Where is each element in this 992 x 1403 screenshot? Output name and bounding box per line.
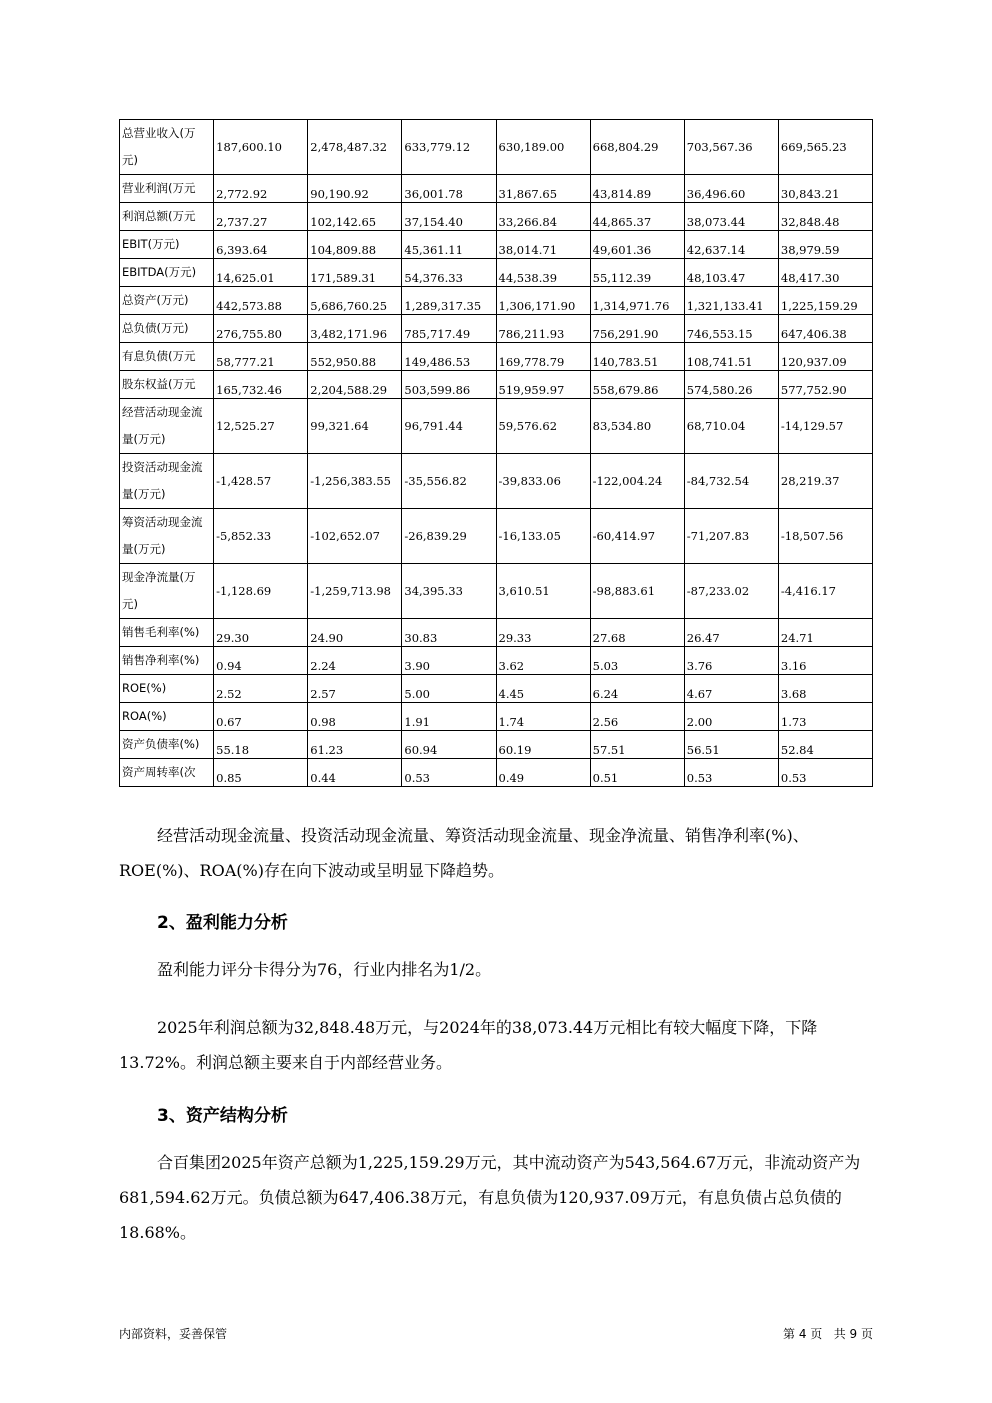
table-cell: 59,576.62 — [496, 399, 590, 454]
table-cell: 33,266.84 — [496, 203, 590, 231]
row-label: 投资活动现金流量(万元) — [120, 454, 214, 509]
table-cell: 60.19 — [496, 731, 590, 759]
table-cell: 574,580.26 — [684, 371, 778, 399]
table-cell: 99,321.64 — [308, 399, 402, 454]
table-cell: 34,395.33 — [402, 564, 496, 619]
table-cell: 26.47 — [684, 619, 778, 647]
table-cell: 37,154.40 — [402, 203, 496, 231]
profitability-paragraph-1: 盈利能力评分卡得分为76，行业内排名为1/2。 — [157, 960, 492, 979]
table-cell: 27.68 — [590, 619, 684, 647]
table-cell: 54,376.33 — [402, 259, 496, 287]
table-cell: 32,848.48 — [778, 203, 872, 231]
table-cell: 165,732.46 — [214, 371, 308, 399]
table-cell: 48,417.30 — [778, 259, 872, 287]
financial-table — [119, 119, 873, 787]
table-row — [120, 703, 873, 731]
table-cell: 104,809.88 — [308, 231, 402, 259]
table-row — [120, 343, 873, 371]
table-cell: 140,783.51 — [590, 343, 684, 371]
table-cell: 29.33 — [496, 619, 590, 647]
table-cell: 108,741.51 — [684, 343, 778, 371]
table-row — [120, 759, 873, 787]
table-cell: 669,565.23 — [778, 120, 872, 175]
table-cell: 2.56 — [590, 703, 684, 731]
table-row — [120, 259, 873, 287]
table-cell: -26,839.29 — [402, 509, 496, 564]
table-cell: 28,219.37 — [778, 454, 872, 509]
table-cell: -122,004.24 — [590, 454, 684, 509]
row-label: ROE(%) — [120, 675, 214, 703]
table-cell: 45,361.11 — [402, 231, 496, 259]
table-cell: 1,314,971.76 — [590, 287, 684, 315]
table-cell: 3.68 — [778, 675, 872, 703]
table-cell: 149,486.53 — [402, 343, 496, 371]
table-cell: 43,814.89 — [590, 175, 684, 203]
table-cell: 30,843.21 — [778, 175, 872, 203]
table-cell: -35,556.82 — [402, 454, 496, 509]
table-cell: 3,482,171.96 — [308, 315, 402, 343]
table-cell: -5,852.33 — [214, 509, 308, 564]
table-row — [120, 120, 873, 175]
row-label: 经营活动现金流量(万元) — [120, 399, 214, 454]
table-cell: 36,001.78 — [402, 175, 496, 203]
table-cell: 12,525.27 — [214, 399, 308, 454]
table-cell: 102,142.65 — [308, 203, 402, 231]
table-cell: 647,406.38 — [778, 315, 872, 343]
table-cell: 1,289,317.35 — [402, 287, 496, 315]
table-cell: 29.30 — [214, 619, 308, 647]
table-cell: 442,573.88 — [214, 287, 308, 315]
table-cell: 49,601.36 — [590, 231, 684, 259]
table-cell: 633,779.12 — [402, 120, 496, 175]
table-cell: 630,189.00 — [496, 120, 590, 175]
table-cell: 24.90 — [308, 619, 402, 647]
table-cell: 746,553.15 — [684, 315, 778, 343]
table-cell: -60,414.97 — [590, 509, 684, 564]
trend-paragraph: 经营活动现金流量、投资活动现金流量、筹资活动现金流量、现金净流量、销售净利率(%)、ROE(%)、ROA(%)存在向下波动或呈明显下降趋势。 — [119, 826, 809, 880]
table-row — [120, 399, 873, 454]
table-cell: 36,496.60 — [684, 175, 778, 203]
table-row — [120, 175, 873, 203]
profitability-paragraph-2: 2025年利润总额为32,848.48万元，与2024年的38,073.44万元相比有较大幅度下降，下降13.72%。利润总额主要来自于内部经营业务。 — [119, 1018, 818, 1072]
table-cell: 0.44 — [308, 759, 402, 787]
table-cell: 14,625.01 — [214, 259, 308, 287]
financial-table-body — [120, 120, 873, 787]
table-cell: -18,507.56 — [778, 509, 872, 564]
table-cell: 0.53 — [684, 759, 778, 787]
table-row — [120, 647, 873, 675]
table-cell: 668,804.29 — [590, 120, 684, 175]
row-label: 销售毛利率(%) — [120, 619, 214, 647]
row-label: 有息负债(万元 — [120, 343, 214, 371]
table-cell: -14,129.57 — [778, 399, 872, 454]
table-cell: -4,416.17 — [778, 564, 872, 619]
table-cell: -98,883.61 — [590, 564, 684, 619]
table-cell: 552,950.88 — [308, 343, 402, 371]
table-cell: 3.90 — [402, 647, 496, 675]
row-label: 总营业收入(万元) — [120, 120, 214, 175]
row-label: EBITDA(万元) — [120, 259, 214, 287]
table-cell: 0.94 — [214, 647, 308, 675]
table-row — [120, 564, 873, 619]
row-label: 股东权益(万元 — [120, 371, 214, 399]
table-cell: 503,599.86 — [402, 371, 496, 399]
table-cell: 90,190.92 — [308, 175, 402, 203]
row-label: 资产负债率(%) — [120, 731, 214, 759]
table-cell: -1,259,713.98 — [308, 564, 402, 619]
table-cell: 786,211.93 — [496, 315, 590, 343]
table-cell: 276,755.80 — [214, 315, 308, 343]
table-cell: 171,589.31 — [308, 259, 402, 287]
table-cell: 2,772.92 — [214, 175, 308, 203]
table-row — [120, 454, 873, 509]
table-cell: 756,291.90 — [590, 315, 684, 343]
table-cell: 2.00 — [684, 703, 778, 731]
table-cell: 3.62 — [496, 647, 590, 675]
table-cell: 57.51 — [590, 731, 684, 759]
table-cell: 2,204,588.29 — [308, 371, 402, 399]
table-cell: 6.24 — [590, 675, 684, 703]
table-cell: 0.51 — [590, 759, 684, 787]
table-cell: 2,478,487.32 — [308, 120, 402, 175]
table-cell: 96,791.44 — [402, 399, 496, 454]
table-row — [120, 231, 873, 259]
table-cell: 44,538.39 — [496, 259, 590, 287]
table-cell: -102,652.07 — [308, 509, 402, 564]
table-cell: 577,752.90 — [778, 371, 872, 399]
asset-structure-paragraph: 合百集团2025年资产总额为1,225,159.29万元，其中流动资产为543,564.67万元，非流动资产为681,594.62万元。负债总额为647,406.38万元，有息负债为120,937.09万元，有息负债占总负债的18.68%。 — [119, 1153, 861, 1242]
row-label: ROA(%) — [120, 703, 214, 731]
table-cell: 44,865.37 — [590, 203, 684, 231]
table-row — [120, 287, 873, 315]
table-cell: 56.51 — [684, 731, 778, 759]
section-heading-profitability: 2、盈利能力分析 — [157, 913, 288, 933]
table-cell: 6,393.64 — [214, 231, 308, 259]
table-cell: 0.85 — [214, 759, 308, 787]
table-cell: 1.91 — [402, 703, 496, 731]
row-label: 现金净流量(万元) — [120, 564, 214, 619]
table-cell: 1,321,133.41 — [684, 287, 778, 315]
table-row — [120, 619, 873, 647]
table-cell: 0.53 — [778, 759, 872, 787]
footer-confidential-note: 内部资料，妥善保管 — [119, 1327, 228, 1341]
table-cell: 2.52 — [214, 675, 308, 703]
table-cell: 38,979.59 — [778, 231, 872, 259]
table-cell: 5.00 — [402, 675, 496, 703]
table-cell: 55.18 — [214, 731, 308, 759]
table-cell: 2.57 — [308, 675, 402, 703]
table-cell: 68,710.04 — [684, 399, 778, 454]
table-cell: -1,428.57 — [214, 454, 308, 509]
table-cell: 61.23 — [308, 731, 402, 759]
row-label: 总负债(万元) — [120, 315, 214, 343]
table-cell: 52.84 — [778, 731, 872, 759]
row-label: 销售净利率(%) — [120, 647, 214, 675]
table-cell: -1,256,383.55 — [308, 454, 402, 509]
table-cell: 4.67 — [684, 675, 778, 703]
table-cell: -87,233.02 — [684, 564, 778, 619]
table-row — [120, 315, 873, 343]
table-row — [120, 731, 873, 759]
table-cell: -84,732.54 — [684, 454, 778, 509]
table-cell: 3.76 — [684, 647, 778, 675]
table-cell: 38,073.44 — [684, 203, 778, 231]
table-cell: -1,128.69 — [214, 564, 308, 619]
table-cell: 24.71 — [778, 619, 872, 647]
table-cell: 519,959.97 — [496, 371, 590, 399]
table-cell: -16,133.05 — [496, 509, 590, 564]
table-cell: 83,534.80 — [590, 399, 684, 454]
table-cell: 30.83 — [402, 619, 496, 647]
row-label: 营业利润(万元 — [120, 175, 214, 203]
table-cell: 38,014.71 — [496, 231, 590, 259]
row-label: 总资产(万元) — [120, 287, 214, 315]
table-cell: 31,867.65 — [496, 175, 590, 203]
table-cell: -39,833.06 — [496, 454, 590, 509]
table-cell: 60.94 — [402, 731, 496, 759]
footer-page-number: 第 4 页 共 9 页 — [783, 1327, 873, 1341]
table-cell: -71,207.83 — [684, 509, 778, 564]
table-cell: 187,600.10 — [214, 120, 308, 175]
table-cell: 48,103.47 — [684, 259, 778, 287]
table-cell: 2,737.27 — [214, 203, 308, 231]
table-cell: 1.74 — [496, 703, 590, 731]
table-cell: 42,637.14 — [684, 231, 778, 259]
table-row — [120, 509, 873, 564]
table-cell: 2.24 — [308, 647, 402, 675]
row-label: EBIT(万元) — [120, 231, 214, 259]
table-cell: 0.49 — [496, 759, 590, 787]
table-cell: 1,306,171.90 — [496, 287, 590, 315]
table-cell: 4.45 — [496, 675, 590, 703]
table-cell: 1.73 — [778, 703, 872, 731]
table-row — [120, 675, 873, 703]
table-cell: 58,777.21 — [214, 343, 308, 371]
table-cell: 0.53 — [402, 759, 496, 787]
table-cell: 0.98 — [308, 703, 402, 731]
table-cell: 3.16 — [778, 647, 872, 675]
row-label: 资产周转率(次 — [120, 759, 214, 787]
table-row — [120, 371, 873, 399]
table-cell: 5,686,760.25 — [308, 287, 402, 315]
table-cell: 703,567.36 — [684, 120, 778, 175]
table-cell: 120,937.09 — [778, 343, 872, 371]
table-cell: 785,717.49 — [402, 315, 496, 343]
table-cell: 1,225,159.29 — [778, 287, 872, 315]
table-cell: 0.67 — [214, 703, 308, 731]
table-cell: 5.03 — [590, 647, 684, 675]
section-heading-asset-structure: 3、资产结构分析 — [157, 1106, 288, 1126]
table-cell: 169,778.79 — [496, 343, 590, 371]
row-label: 筹资活动现金流量(万元) — [120, 509, 214, 564]
table-cell: 55,112.39 — [590, 259, 684, 287]
table-row — [120, 203, 873, 231]
table-cell: 3,610.51 — [496, 564, 590, 619]
table-cell: 558,679.86 — [590, 371, 684, 399]
row-label: 利润总额(万元 — [120, 203, 214, 231]
